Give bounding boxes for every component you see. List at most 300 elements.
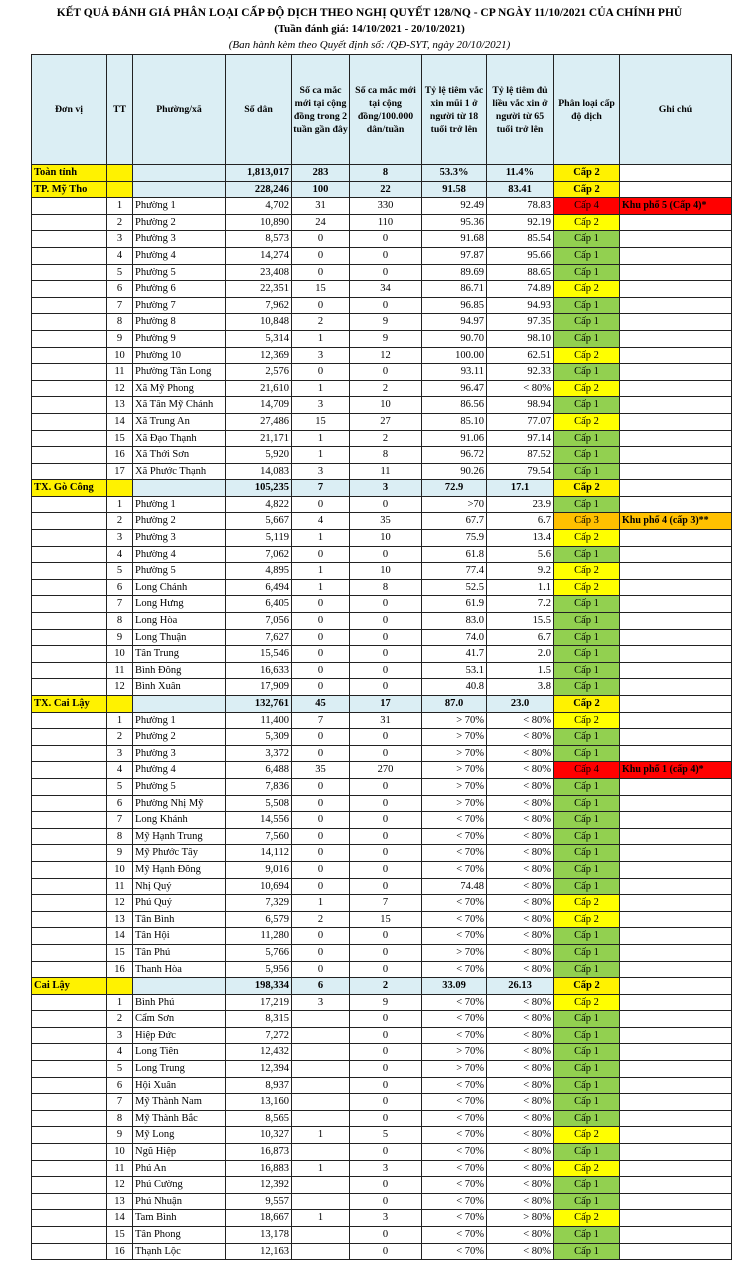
group-summary-row (32, 480, 732, 497)
population: 5,766 (226, 944, 292, 961)
vaccine-dose1-rate: 61.8 (422, 546, 487, 563)
population: 5,309 (226, 729, 292, 746)
level-badge: Cấp 1 (554, 1144, 620, 1161)
new-cases: 1 (292, 579, 350, 596)
case-rate: 34 (350, 281, 422, 298)
case-rate: 0 (350, 745, 422, 762)
new-cases: 2 (292, 911, 350, 928)
new-cases: 283 (292, 165, 350, 182)
unit-cell (32, 994, 107, 1011)
note (620, 828, 732, 845)
ward-name: Long Hòa (133, 613, 226, 630)
ward-name: Phường 3 (133, 530, 226, 547)
new-cases: 45 (292, 696, 350, 713)
row-number: 6 (107, 795, 133, 812)
level-badge: Cấp 2 (554, 165, 620, 182)
case-rate: 0 (350, 1243, 422, 1260)
level-badge: Cấp 1 (554, 1227, 620, 1244)
population: 13,178 (226, 1227, 292, 1244)
note (620, 729, 732, 746)
unit-cell (32, 513, 107, 530)
new-cases: 0 (292, 496, 350, 513)
note (620, 364, 732, 381)
vaccine-dose1-rate: 61.9 (422, 596, 487, 613)
row-number: 2 (107, 513, 133, 530)
unit-cell (32, 1177, 107, 1194)
ward-name: Nhị Quý (133, 878, 226, 895)
vaccine-full-rate: < 80% (487, 1160, 554, 1177)
note (620, 928, 732, 945)
vaccine-full-rate: 23.9 (487, 496, 554, 513)
unit-cell (32, 247, 107, 264)
row-number: 12 (107, 679, 133, 696)
ward-name: Phường 5 (133, 563, 226, 580)
level-badge: Cấp 1 (554, 447, 620, 464)
new-cases: 1 (292, 1127, 350, 1144)
row-number: 13 (107, 397, 133, 414)
unit-cell (32, 347, 107, 364)
note (620, 480, 732, 497)
new-cases: 35 (292, 762, 350, 779)
new-cases: 7 (292, 712, 350, 729)
vaccine-full-rate: 83.41 (487, 181, 554, 198)
row-number: 9 (107, 1127, 133, 1144)
note (620, 165, 732, 182)
vaccine-full-rate: < 80% (487, 878, 554, 895)
population: 8,315 (226, 1011, 292, 1028)
population: 7,836 (226, 778, 292, 795)
row-number: 3 (107, 231, 133, 248)
vaccine-dose1-rate: 72.9 (422, 480, 487, 497)
unit-cell (32, 231, 107, 248)
epidemic-level-table (31, 54, 732, 1260)
table-row (32, 364, 732, 381)
row-number: 4 (107, 247, 133, 264)
new-cases: 6 (292, 978, 350, 995)
new-cases: 2 (292, 314, 350, 331)
ward-name: Tân Trung (133, 646, 226, 663)
vaccine-dose1-rate: 86.71 (422, 281, 487, 298)
case-rate: 0 (350, 1027, 422, 1044)
level-badge: Cấp 1 (554, 364, 620, 381)
row-number: 8 (107, 1110, 133, 1127)
table-row (32, 928, 732, 945)
vaccine-full-rate: 95.66 (487, 247, 554, 264)
case-rate: 5 (350, 1127, 422, 1144)
level-badge: Cấp 2 (554, 895, 620, 912)
vaccine-full-rate: 6.7 (487, 513, 554, 530)
row-number: 13 (107, 911, 133, 928)
vaccine-full-rate: 92.19 (487, 214, 554, 231)
vaccine-full-rate: 97.35 (487, 314, 554, 331)
col-header-level: Phân loại cấp độ dịch (554, 55, 620, 165)
population: 27,486 (226, 413, 292, 430)
new-cases: 0 (292, 861, 350, 878)
level-badge: Cấp 1 (554, 1044, 620, 1061)
row-number: 10 (107, 646, 133, 663)
vaccine-full-rate: < 80% (487, 1110, 554, 1127)
vaccine-full-rate: < 80% (487, 778, 554, 795)
table-row (32, 1193, 732, 1210)
vaccine-dose1-rate: 91.06 (422, 430, 487, 447)
level-badge: Cấp 2 (554, 563, 620, 580)
unit-cell (32, 1243, 107, 1260)
ward-name: Mỹ Phước Tây (133, 845, 226, 862)
row-number: 7 (107, 1094, 133, 1111)
new-cases: 0 (292, 679, 350, 696)
case-rate: 0 (350, 961, 422, 978)
vaccine-full-rate: < 80% (487, 1243, 554, 1260)
ward-name: Tân Hội (133, 928, 226, 945)
table-row (32, 1077, 732, 1094)
ward-name: Phường 8 (133, 314, 226, 331)
vaccine-dose1-rate: < 70% (422, 1227, 487, 1244)
level-badge: Cấp 1 (554, 861, 620, 878)
table-row (32, 646, 732, 663)
ward-name: Tân Phong (133, 1227, 226, 1244)
ward-name: Phường 7 (133, 297, 226, 314)
vaccine-full-rate: 2.0 (487, 646, 554, 663)
note (620, 911, 732, 928)
ward-name: Mỹ Thành Nam (133, 1094, 226, 1111)
vaccine-dose1-rate: 33.09 (422, 978, 487, 995)
level-badge: Cấp 1 (554, 812, 620, 829)
population: 4,702 (226, 198, 292, 215)
row-number: 3 (107, 1027, 133, 1044)
vaccine-full-rate: 92.33 (487, 364, 554, 381)
population: 10,890 (226, 214, 292, 231)
new-cases: 1 (292, 330, 350, 347)
unit-cell (32, 629, 107, 646)
vaccine-full-rate: < 80% (487, 1127, 554, 1144)
unit-cell (32, 198, 107, 215)
vaccine-full-rate: 5.6 (487, 546, 554, 563)
table-row (32, 1210, 732, 1227)
population: 11,400 (226, 712, 292, 729)
table-row (32, 247, 732, 264)
level-badge: Cấp 2 (554, 1210, 620, 1227)
vaccine-dose1-rate: < 70% (422, 845, 487, 862)
case-rate: 0 (350, 1094, 422, 1111)
ward-name: Xã Tân Mỹ Chánh (133, 397, 226, 414)
note (620, 413, 732, 430)
population: 4,895 (226, 563, 292, 580)
unit-name: TP. Mỹ Tho (32, 181, 107, 198)
unit-cell (32, 1127, 107, 1144)
row-number: 9 (107, 629, 133, 646)
new-cases: 0 (292, 297, 350, 314)
level-badge: Cấp 1 (554, 845, 620, 862)
vaccine-dose1-rate: 52.5 (422, 579, 487, 596)
vaccine-full-rate: < 80% (487, 1227, 554, 1244)
ward-name: Thạnh Lộc (133, 1243, 226, 1260)
note (620, 629, 732, 646)
tt-cell (107, 480, 133, 497)
level-badge: Cấp 2 (554, 413, 620, 430)
document-title: KẾT QUẢ ĐÁNH GIÁ PHÂN LOẠI CẤP ĐỘ DỊCH THEO NGHỊ QUYẾT 128/NQ - CP NGÀY 11/10/2021 CỦA CHÍNH PHỦ (56, 7, 683, 19)
vaccine-dose1-rate: < 70% (422, 1144, 487, 1161)
case-rate: 110 (350, 214, 422, 231)
note (620, 1210, 732, 1227)
ward-name: Mỹ Hạnh Đông (133, 861, 226, 878)
ward-name: Phú Nhuận (133, 1193, 226, 1210)
case-rate: 0 (350, 613, 422, 630)
row-number: 1 (107, 994, 133, 1011)
case-rate: 0 (350, 1193, 422, 1210)
note (620, 1027, 732, 1044)
note (620, 430, 732, 447)
vaccine-dose1-rate: 90.70 (422, 330, 487, 347)
population: 18,667 (226, 1210, 292, 1227)
population: 7,560 (226, 828, 292, 845)
population: 22,351 (226, 281, 292, 298)
level-badge: Cấp 1 (554, 330, 620, 347)
case-rate: 12 (350, 347, 422, 364)
unit-cell (32, 828, 107, 845)
new-cases: 0 (292, 961, 350, 978)
note: Khu phố 4 (cấp 3)** (620, 513, 732, 530)
new-cases (292, 1061, 350, 1078)
note (620, 1160, 732, 1177)
row-number: 6 (107, 1077, 133, 1094)
level-badge: Cấp 1 (554, 662, 620, 679)
new-cases: 1 (292, 530, 350, 547)
level-badge: Cấp 1 (554, 1077, 620, 1094)
tt-cell (107, 165, 133, 182)
population: 14,274 (226, 247, 292, 264)
vaccine-dose1-rate: 74.48 (422, 878, 487, 895)
table-row (32, 878, 732, 895)
vaccine-full-rate: < 80% (487, 812, 554, 829)
vaccine-dose1-rate: > 70% (422, 778, 487, 795)
unit-name: TX. Cai Lậy (32, 696, 107, 713)
table-row (32, 911, 732, 928)
col-header-vaccine-full: Tỷ lệ tiêm đủ liều vắc xin ở người từ 65 tuổi trở lên (487, 55, 554, 165)
ward-name: Mỹ Hạnh Trung (133, 828, 226, 845)
vaccine-dose1-rate: < 70% (422, 928, 487, 945)
ward-name (133, 165, 226, 182)
vaccine-dose1-rate: 67.7 (422, 513, 487, 530)
vaccine-dose1-rate: < 70% (422, 1160, 487, 1177)
unit-cell (32, 1210, 107, 1227)
table-row (32, 1160, 732, 1177)
table-row (32, 430, 732, 447)
unit-cell (32, 712, 107, 729)
case-rate: 0 (350, 364, 422, 381)
row-number: 7 (107, 812, 133, 829)
note (620, 646, 732, 663)
unit-cell (32, 944, 107, 961)
unit-cell (32, 463, 107, 480)
vaccine-dose1-rate: > 70% (422, 1061, 487, 1078)
tt-cell (107, 696, 133, 713)
row-number: 11 (107, 1160, 133, 1177)
table-row (32, 795, 732, 812)
unit-cell (32, 778, 107, 795)
vaccine-dose1-rate: 87.0 (422, 696, 487, 713)
note (620, 1094, 732, 1111)
ward-name: Tân Phú (133, 944, 226, 961)
new-cases: 1 (292, 430, 350, 447)
ward-name: Phường 9 (133, 330, 226, 347)
vaccine-full-rate: 17.1 (487, 480, 554, 497)
note (620, 994, 732, 1011)
row-number: 6 (107, 281, 133, 298)
level-badge: Cấp 1 (554, 646, 620, 663)
vaccine-full-rate: 23.0 (487, 696, 554, 713)
unit-name: Toàn tỉnh (32, 165, 107, 182)
unit-cell (32, 297, 107, 314)
row-number: 14 (107, 928, 133, 945)
table-row (32, 1177, 732, 1194)
vaccine-full-rate: < 80% (487, 762, 554, 779)
unit-cell (32, 430, 107, 447)
population: 5,119 (226, 530, 292, 547)
vaccine-full-rate: < 80% (487, 1177, 554, 1194)
new-cases: 24 (292, 214, 350, 231)
ward-name: Tân Bình (133, 911, 226, 928)
case-rate: 8 (350, 165, 422, 182)
unit-cell (32, 1110, 107, 1127)
row-number: 8 (107, 314, 133, 331)
vaccine-dose1-rate: < 70% (422, 1011, 487, 1028)
note (620, 1243, 732, 1260)
vaccine-full-rate: < 80% (487, 729, 554, 746)
vaccine-full-rate: 15.5 (487, 613, 554, 630)
note (620, 679, 732, 696)
vaccine-full-rate: < 80% (487, 745, 554, 762)
vaccine-full-rate: < 80% (487, 895, 554, 912)
vaccine-full-rate: 1.1 (487, 579, 554, 596)
vaccine-full-rate: < 80% (487, 861, 554, 878)
vaccine-dose1-rate: 83.0 (422, 613, 487, 630)
ward-name (133, 480, 226, 497)
new-cases: 0 (292, 812, 350, 829)
ward-name: Xã Thới Sơn (133, 447, 226, 464)
vaccine-dose1-rate: < 70% (422, 861, 487, 878)
new-cases: 0 (292, 364, 350, 381)
vaccine-dose1-rate: < 70% (422, 1193, 487, 1210)
level-badge: Cấp 1 (554, 1177, 620, 1194)
note (620, 812, 732, 829)
population: 228,246 (226, 181, 292, 198)
table-row (32, 629, 732, 646)
row-number: 4 (107, 1044, 133, 1061)
new-cases: 3 (292, 397, 350, 414)
case-rate: 0 (350, 1110, 422, 1127)
population: 2,576 (226, 364, 292, 381)
population: 12,163 (226, 1243, 292, 1260)
note (620, 1011, 732, 1028)
new-cases (292, 1011, 350, 1028)
population: 21,171 (226, 430, 292, 447)
population: 8,565 (226, 1110, 292, 1127)
unit-cell (32, 1144, 107, 1161)
level-badge: Cấp 1 (554, 463, 620, 480)
new-cases: 15 (292, 413, 350, 430)
population: 12,432 (226, 1044, 292, 1061)
row-number: 15 (107, 430, 133, 447)
population: 6,488 (226, 762, 292, 779)
note (620, 1227, 732, 1244)
note (620, 1061, 732, 1078)
row-number: 3 (107, 530, 133, 547)
ward-name: Phường 2 (133, 513, 226, 530)
case-rate: 2 (350, 978, 422, 995)
new-cases (292, 1110, 350, 1127)
population: 17,909 (226, 679, 292, 696)
ward-name: Bình Xuân (133, 679, 226, 696)
ward-name: Phường 4 (133, 762, 226, 779)
table-row (32, 198, 732, 215)
row-number: 15 (107, 944, 133, 961)
population: 8,573 (226, 231, 292, 248)
vaccine-dose1-rate: 94.97 (422, 314, 487, 331)
new-cases: 0 (292, 264, 350, 281)
ward-name: Long Thuận (133, 629, 226, 646)
population: 17,219 (226, 994, 292, 1011)
population: 9,557 (226, 1193, 292, 1210)
table-row (32, 1127, 732, 1144)
unit-cell (32, 1094, 107, 1111)
new-cases: 100 (292, 181, 350, 198)
vaccine-full-rate: < 80% (487, 1193, 554, 1210)
vaccine-full-rate: < 80% (487, 944, 554, 961)
new-cases (292, 1044, 350, 1061)
new-cases: 4 (292, 513, 350, 530)
table-row (32, 463, 732, 480)
level-badge: Cấp 1 (554, 1027, 620, 1044)
level-badge: Cấp 1 (554, 1193, 620, 1210)
level-badge: Cấp 1 (554, 613, 620, 630)
level-badge: Cấp 1 (554, 314, 620, 331)
vaccine-dose1-rate: 91.58 (422, 181, 487, 198)
case-rate: 0 (350, 1044, 422, 1061)
case-rate: 330 (350, 198, 422, 215)
row-number: 4 (107, 762, 133, 779)
vaccine-dose1-rate: 96.85 (422, 297, 487, 314)
level-badge: Cấp 4 (554, 198, 620, 215)
population: 7,627 (226, 629, 292, 646)
row-number: 9 (107, 845, 133, 862)
population: 14,083 (226, 463, 292, 480)
table-row (32, 861, 732, 878)
case-rate: 0 (350, 546, 422, 563)
unit-cell (32, 1044, 107, 1061)
unit-cell (32, 1160, 107, 1177)
unit-cell (32, 662, 107, 679)
table-row (32, 314, 732, 331)
unit-name: TX. Gò Công (32, 480, 107, 497)
level-badge: Cấp 1 (554, 944, 620, 961)
new-cases: 0 (292, 247, 350, 264)
note (620, 397, 732, 414)
table-row (32, 330, 732, 347)
table-row (32, 579, 732, 596)
unit-cell (32, 1193, 107, 1210)
vaccine-dose1-rate: 86.56 (422, 397, 487, 414)
ward-name: Long Trung (133, 1061, 226, 1078)
vaccine-dose1-rate: 41.7 (422, 646, 487, 663)
tt-cell (107, 181, 133, 198)
unit-cell (32, 613, 107, 630)
note (620, 347, 732, 364)
new-cases: 7 (292, 480, 350, 497)
new-cases: 0 (292, 778, 350, 795)
vaccine-full-rate: < 80% (487, 1144, 554, 1161)
ward-name: Long Chánh (133, 579, 226, 596)
population: 9,016 (226, 861, 292, 878)
